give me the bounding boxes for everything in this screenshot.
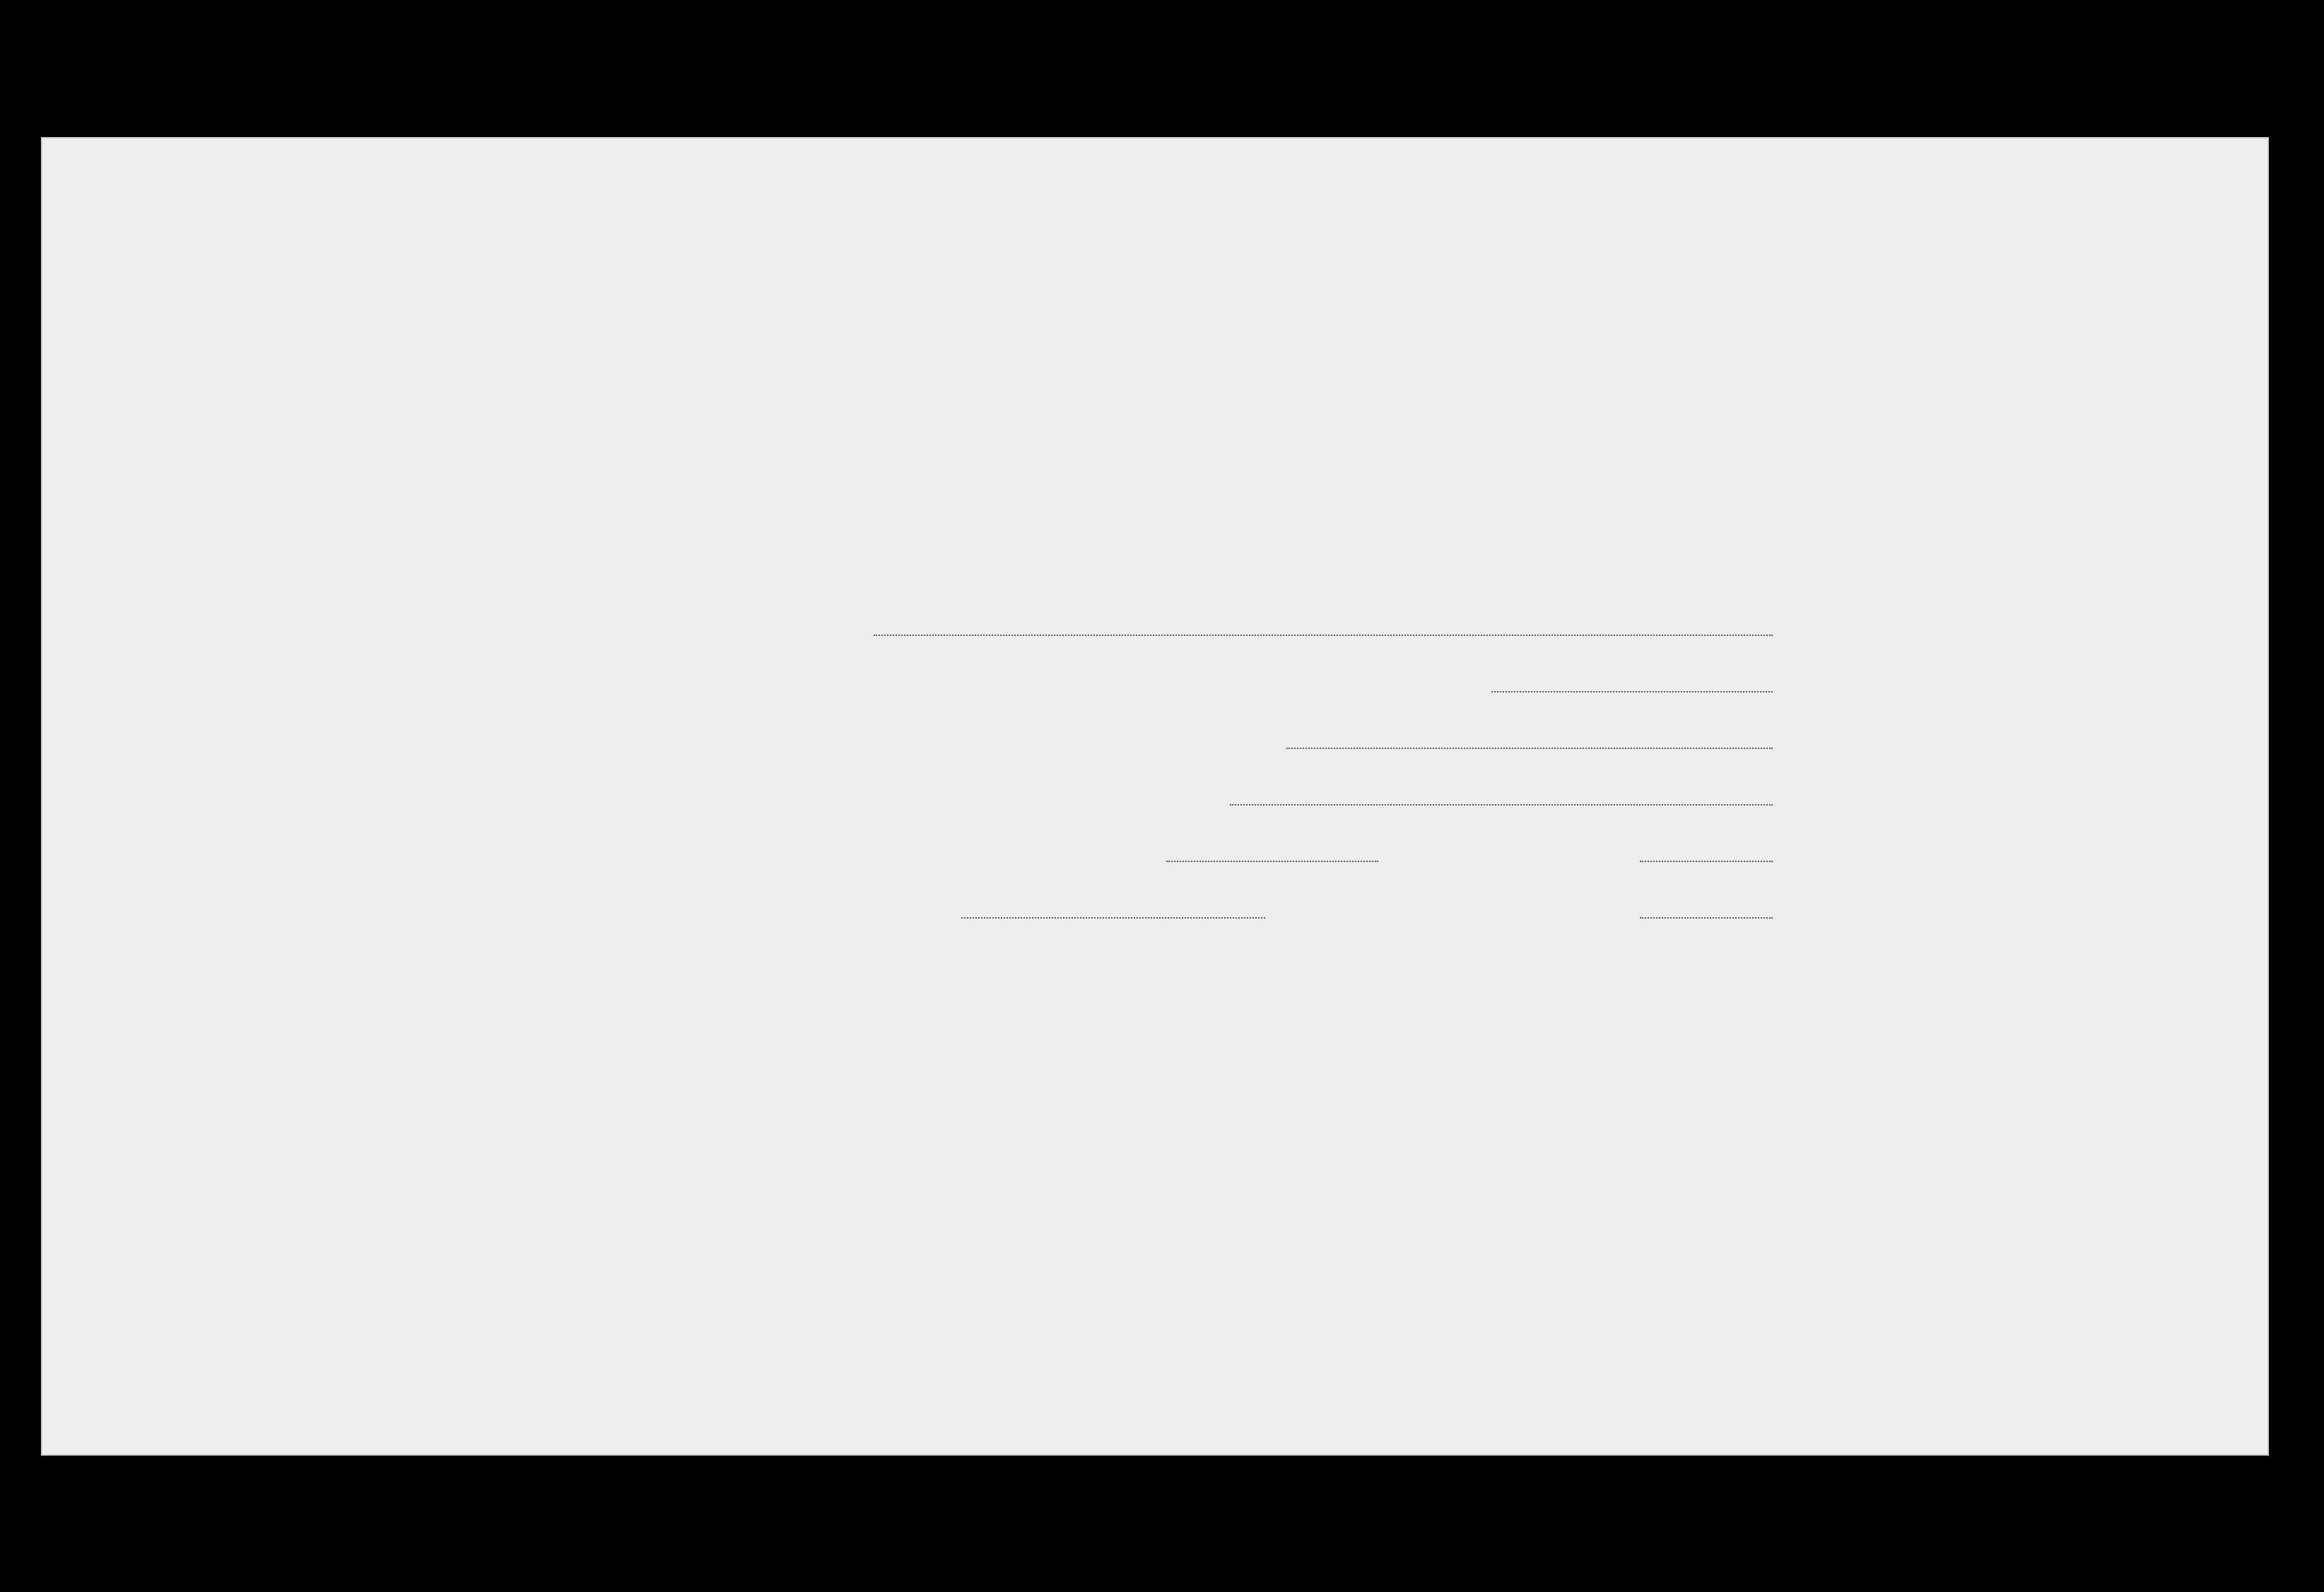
men-label: [1827, 772, 1861, 892]
crops-table: [42, 138, 2267, 478]
middle-section: [42, 478, 2267, 965]
workers-question: [262, 492, 360, 951]
worker-types: [120, 478, 247, 965]
women-label: [1827, 647, 1861, 772]
census-card: [42, 138, 2267, 1454]
lease-table: [42, 965, 2267, 1454]
population-label: [1753, 562, 1831, 916]
